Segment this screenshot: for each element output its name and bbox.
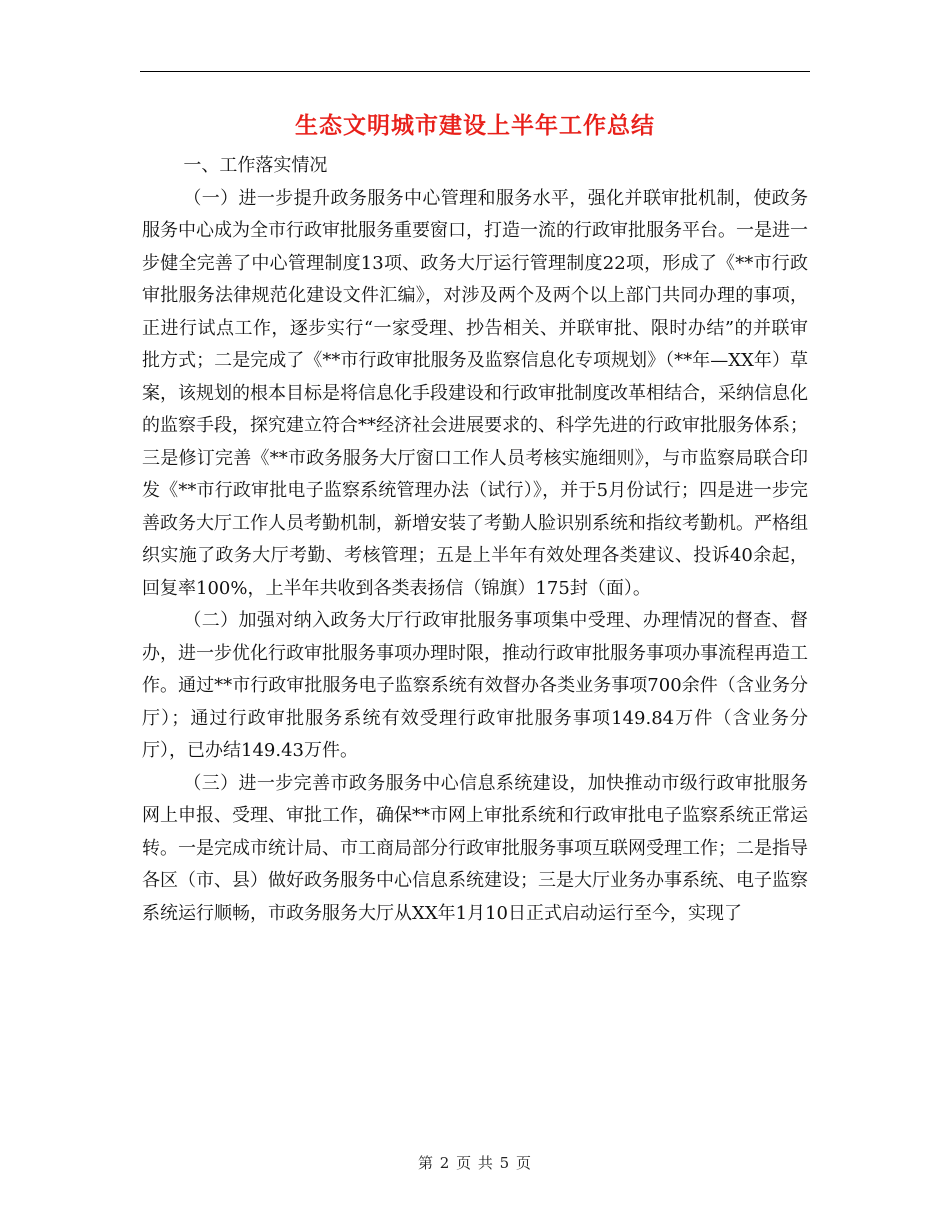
paragraph-2: （二）加强对纳入政务大厅行政审批服务事项集中受理、办理情况的督查、督办，进一步优化行政审批服务事项办理时限，推动行政审批服务事项办事流程再造工作。通过**市行政审批服务电子监察系统有效督办各类业务事项700余件（含业务分厅）；通过行政审批服务系统有效受理行政审批服务事项149.84万件（含业务分厅），已办结149.43万件。 — [142, 610, 808, 761]
section-heading: 一、工作落实情况 — [183, 155, 328, 176]
document-body — [142, 150, 808, 930]
paragraph-1: （一）进一步提升政务服务中心管理和服务水平，强化并联审批机制，使政务服务中心成为全市行政审批服务重要窗口，打造一流的行政审批服务平台。一是进一步健全完善了中心管理制度13项、政务大厅运行管理制度22项，形成了《**市行政审批服务法律规范化建设文件汇编》，对涉及两个及两个以上部门共同办理的事项，正进行试点工作，逐步实行“一家受理、抄告相关、并联审批、限时办结”的并联审批方式；二是完成了《**市行政审批服务及监察信息化专项规划》（**年—XX年）草案，该规划的根本目标是将信息化手段建设和行政审批制度改革相结合，采纳信息化的监察手段，探究建立符合**经济社会进展要求的、科学先进的行政审批服务体系；三是修订完善《**市政务服务大厅窗口工作人员考核实施细则》，与市监察局联合印发《**市行政审批电子监察系统管理办法（试行）》，并于5月份试行；四是进一步完善政务大厅工作人员考勤机制，新增安装了考勤人脸识别系统和指纹考勤机。严格组织实施了政务大厅考勤、考核管理；五是上半年有效处理各类建议、投诉40余起，回复率100%，上半年共收到各类表扬信（锦旗）175封（面）。 — [142, 187, 808, 599]
page-number-footer: 第 2 页 共 5 页 — [418, 1154, 532, 1172]
header-rule — [140, 71, 810, 72]
paragraph-3: （三）进一步完善市政务服务中心信息系统建设，加快推动市级行政审批服务网上申报、受理、审批工作，确保**市网上审批系统和行政审批电子监察系统正常运转。一是完成市统计局、市工商局部分行政审批服务事项互联网受理工作；二是指导各区（市、县）做好政务服务中心信息系统建设；三是大厅业务办事系统、电子监察系统运行顺畅，市政务服务大厅从XX年1月10日正式启动运行至今，实现了 — [142, 772, 808, 924]
document-title: 生态文明城市建设上半年工作总结 — [295, 112, 655, 139]
